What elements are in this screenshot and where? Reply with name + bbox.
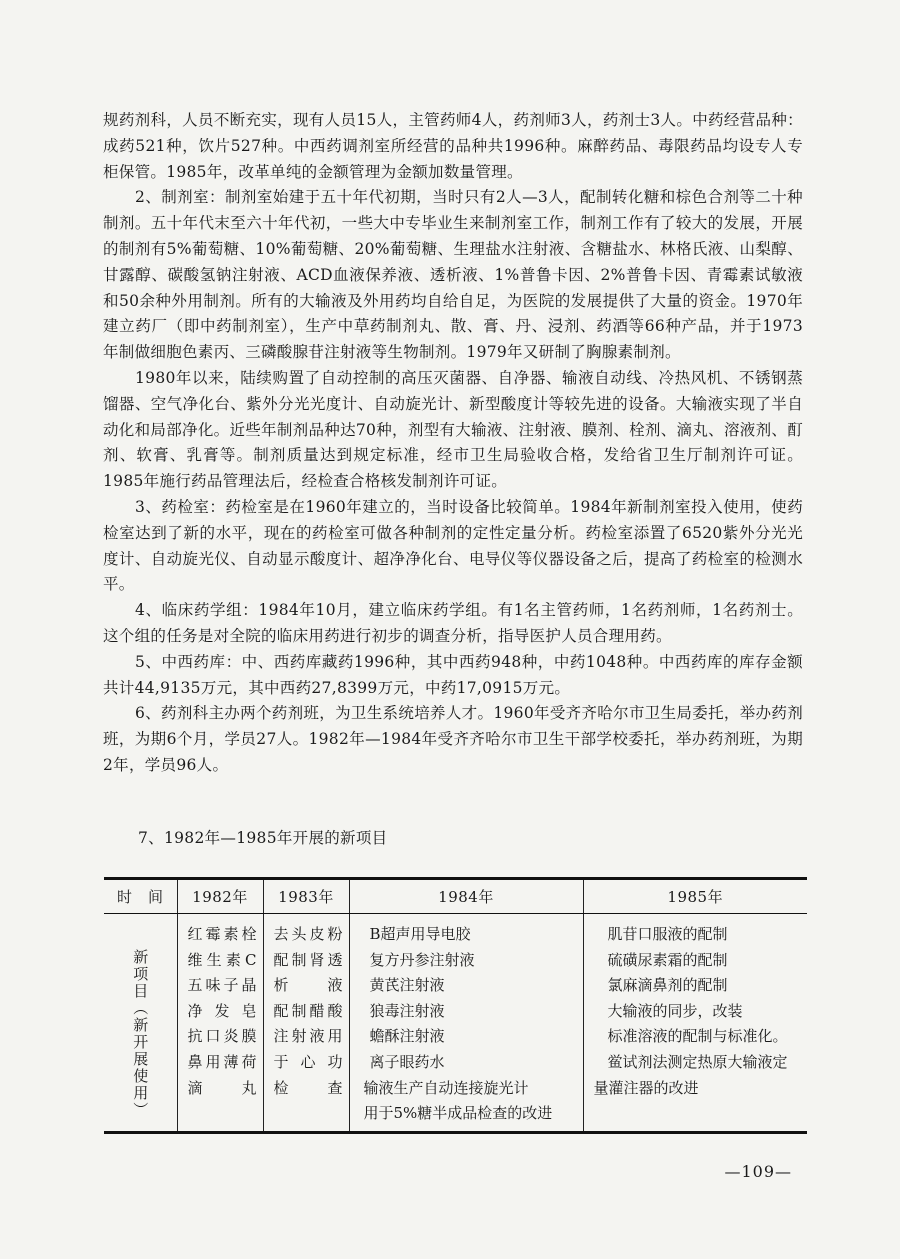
table-cell-item: 鼻用薄荷	[187, 1052, 257, 1071]
page-number: —109—	[724, 1162, 792, 1181]
table-cell-item: 注射液用	[273, 1027, 343, 1046]
cell-1982	[177, 914, 263, 1133]
table-cell-item: 硫磺尿素霜的配制	[607, 950, 728, 969]
table-cell-item: 大输液的同步，改装	[607, 1001, 743, 1020]
new-projects-table	[104, 877, 807, 1134]
table-cell-item: 五味子晶	[187, 976, 257, 995]
paragraph: 3、药检室：药检室是在1960年建立的，当时设备比较简单。1984年新制剂室投入使用，使药检室达到了新的水平，现在的药检室可做各种制剂的定性定量分析。药检室添置了6520紫外分光光度计、自动旋光仪、自动显示酸度计、超净净化台、电导仪等仪器设备之后，提高了药检室的检测水平。	[103, 497, 803, 594]
table-cell-item: 维生素C	[187, 950, 257, 969]
table-cell-item: 输液生产自动连接旋光计	[363, 1078, 529, 1097]
table-cell-item: 离子眼药水	[369, 1052, 445, 1071]
table-cell-item: 析液	[273, 976, 343, 995]
header-time: 时 间	[104, 879, 177, 914]
table-cell-item: 肌苷口服液的配制	[607, 925, 728, 943]
header-1985: 1985年	[583, 879, 807, 914]
row-header-cell	[104, 914, 177, 1133]
paragraph: 6、药剂科主办两个药剂班，为卫生系统培养人才。1960年受齐齐哈尔市卫生局委托，举办药剂班，为期6个月，学员27人。1982年—1984年受齐齐哈尔市卫生干部学校委托，举办药剂班，为期2年，学员96人。	[103, 704, 803, 774]
paragraph: 4、临床药学组：1984年10月，建立临床药学组。有1名主管药师，1名药剂师，1名药剂士。这个组的任务是对全院的临床用药进行初步的调查分析，指导医护人员合理用药。	[103, 601, 803, 645]
header-1984: 1984年	[349, 879, 583, 914]
table-cell-item: 检查	[273, 1078, 343, 1097]
new-projects-table-container	[104, 877, 807, 1134]
row-header-label: 新项目（新开展使用）	[131, 949, 150, 1119]
table-cell-item: 黄芪注射液	[369, 976, 445, 995]
paragraph: 1980年以来，陆续购置了自动控制的高压灭菌器、自净器、输液自动线、冷热风机、不锈钢蒸馏器、空气净化台、紫外分光光度计、自动旋光计、新型酸度计等较先进的设备。大输液实现了半自动化和局部净化。近些年制剂品种达70种，剂型有大输液、注射液、膜剂、栓剂、滴丸、溶液剂、酊剂、软膏、乳膏等。制剂质量达到规定标准，经市卫生局验收合格，发给省卫生厅制剂许可证。1985年施行药品管理法后，经检查合格核发制剂许可证。	[103, 368, 803, 491]
table-cell-item: 配制肾透	[273, 950, 343, 969]
paragraph: 2、制剂室：制剂室始建于五十年代初期，当时只有2人—3人，配制转化糖和棕色合剂等二十种制剂。五十年代末至六十年代初，一些大中专毕业生来制剂室工作，制剂工作有了较大的发展，开展的制剂有5%葡萄糖、10%葡萄糖、20%葡萄糖、生理盐水注射液、含糖盐水、林格氏液、山梨醇、甘露醇、碳酸氢钠注射液、ACD血液保养液、透析液、1%普鲁卡因、2%普鲁卡因、青霉素试敏液和50余种外用制剂。所有的大输液及外用药均自给自足，为医院的发展提供了大量的资金。1970年建立药厂（即中药制剂室），生产中草药制剂丸、散、膏、丹、浸剂、药酒等66种产品，并于1973年制做细胞色素丙、三磷酸腺苷注射液等生物制剂。1979年又研制了胸腺素制剂。	[103, 188, 803, 362]
table-cell-item: 标准溶液的配制与标准化。	[607, 1027, 788, 1046]
table-cell-item: 狼毒注射液	[369, 1001, 445, 1020]
body-text	[103, 108, 803, 779]
table-header-row	[104, 879, 807, 914]
table-row	[104, 914, 807, 1133]
table-cell-item: 红霉素栓	[187, 925, 257, 943]
cell-1984	[349, 914, 583, 1133]
section-title: 7、1982年—1985年开展的新项目	[138, 829, 388, 847]
table-cell-item: 复方丹参注射液	[369, 950, 475, 969]
header-1983: 1983年	[263, 879, 349, 914]
paragraph: 规药剂科，人员不断充实，现有人员15人，主管药师4人，药剂师3人，药剂士3人。中药经营品种：成药521种，饮片527种。中西药调剂室所经营的品种共1996种。麻醉药品、毒限药品均设专人专柜保管。1985年，改革单纯的金额管理为金额加数量管理。	[103, 111, 803, 181]
cell-1985	[583, 914, 807, 1133]
table-cell-item: B超声用导电胶	[369, 925, 471, 943]
table-cell-item: 净发皂	[187, 1001, 257, 1020]
table-cell-item: 滴丸	[187, 1078, 257, 1097]
table-cell-item: 于心功	[273, 1052, 343, 1071]
table-cell-item: 鲎试剂法测定热原大输液定量灌注器的改进	[593, 1052, 788, 1097]
table-cell-item: 抗口炎膜	[187, 1027, 257, 1046]
cell-1983	[263, 914, 349, 1133]
table-cell-item: 用于5%糖半成品检查的改进	[363, 1104, 553, 1123]
paragraph: 5、中西药库：中、西药库藏药1996种，其中西药948种，中药1048种。中西药库的库存金额共计44,9135万元，其中西药27,8399万元，中药17,0915万元。	[103, 652, 803, 697]
table-cell-item: 去头皮粉	[273, 925, 343, 943]
header-1982: 1982年	[177, 879, 263, 914]
table-cell-item: 配制醋酸	[273, 1001, 343, 1020]
table-cell-item: 蟾酥注射液	[369, 1027, 445, 1046]
table-cell-item: 氯麻滴鼻剂的配制	[607, 976, 728, 995]
